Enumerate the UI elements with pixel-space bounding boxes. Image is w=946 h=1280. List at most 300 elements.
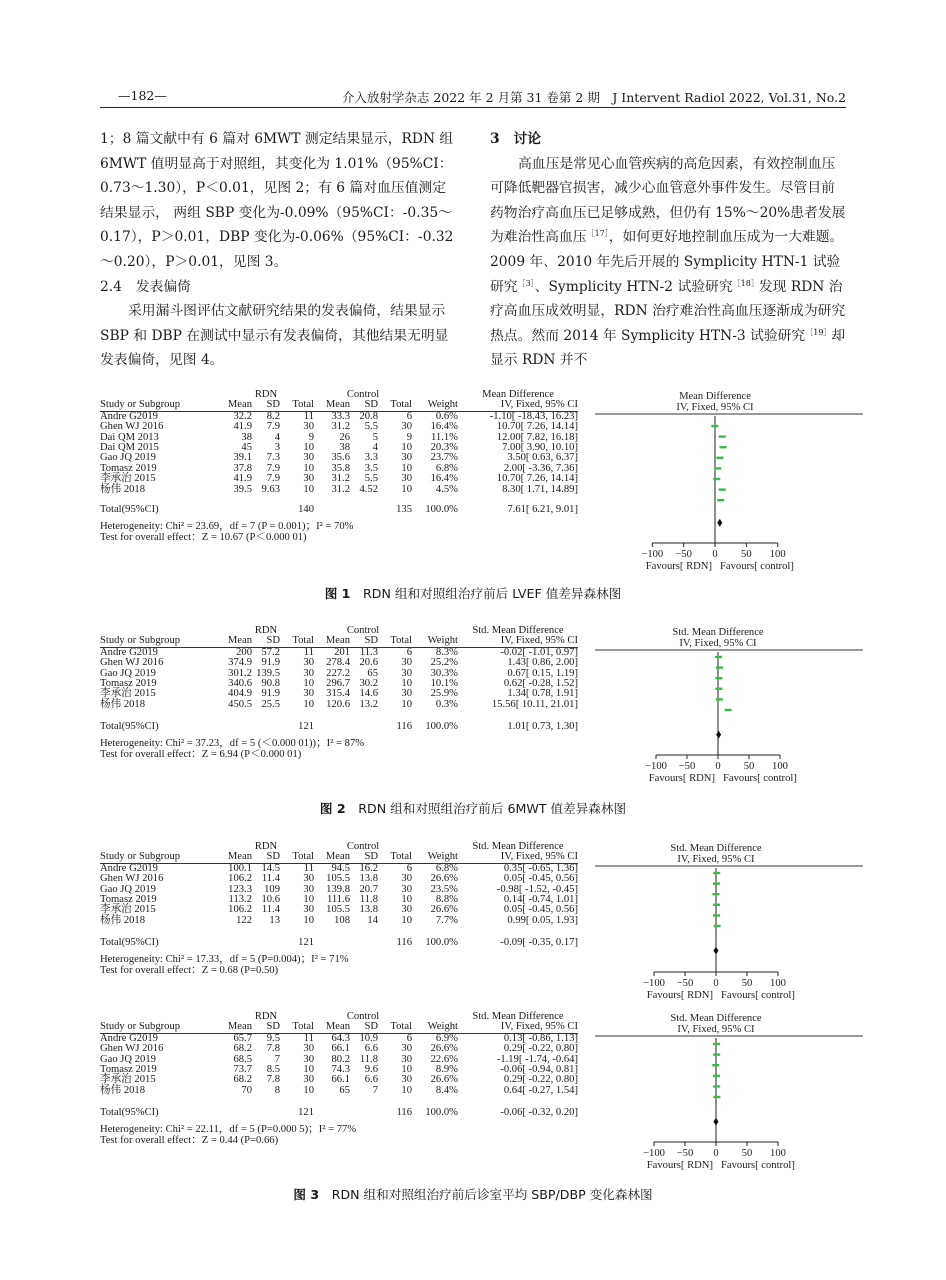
caption-number: 图 2 (319, 801, 346, 816)
text-run: 、Symplicity HTN-2 试验研究 (534, 278, 733, 295)
ci-header: IV, Fixed, 95% CI (458, 852, 578, 863)
forest-plot-svg (580, 626, 880, 791)
study-effect-marker (720, 446, 727, 448)
total-row (100, 938, 578, 948)
study-value: 39.5 (233, 483, 252, 495)
column-header-row (100, 636, 578, 647)
total-weight: 100.0% (425, 504, 458, 516)
study-value: 0.13[ -0.86, 1.13] (503, 1032, 578, 1044)
total-ci: -0.06[ -0.32, 0.20] (500, 1107, 578, 1119)
weight-header: Weight (412, 636, 458, 647)
study-effect-marker (716, 457, 723, 459)
x-tick-label: 100 (769, 549, 786, 560)
study-value: 41.9 (233, 421, 252, 433)
study-name: Gao JQ 2019 (100, 667, 156, 679)
study-value: 39.1 (233, 452, 252, 464)
effect-header: Std. Mean Difference (472, 625, 564, 636)
study-value: 4.52 (359, 483, 378, 495)
study-header: Study or Subgroup (100, 400, 218, 411)
study-value: 33.3 (331, 410, 350, 422)
study-value: 22.6% (430, 1053, 458, 1065)
study-effect-marker (715, 677, 722, 679)
rdn-sd-header: SD (252, 636, 280, 647)
study-value: 37.8 (233, 462, 252, 474)
study-name: Dai QM 2013 (100, 431, 159, 443)
citation-19: ［19］ (805, 327, 832, 337)
study-name: 杨伟 2018 (100, 483, 146, 495)
study-value: 10 (303, 894, 314, 906)
study-value: 23.7% (430, 452, 458, 464)
study-value: 30.3% (430, 667, 458, 679)
heterogeneity-note: Heterogeneity: Chi² = 22.11，df = 5 (P=0.000 5)；I² = 77% (100, 1123, 357, 1135)
study-value: 30 (401, 873, 412, 885)
rdn-sd-header: SD (252, 1022, 280, 1033)
study-value: 16.2 (359, 862, 378, 874)
study-effect-marker (713, 904, 720, 906)
caption-text: RDN 组和对照组治疗前后 6MWT 值差异森林图 (358, 801, 627, 816)
x-tick-label: −50 (676, 978, 694, 989)
x-tick-label: −100 (643, 1148, 665, 1159)
study-value: 30 (401, 1053, 412, 1065)
study-value: 7.3 (266, 452, 280, 464)
figure-2-caption (0, 798, 946, 817)
x-tick-label: 50 (741, 1148, 753, 1159)
text-run: 高血压是常见心血管疾病的高危因素，有效控制血压可降低靶器官损害，减少心血管意外事件发生。尽管目前药物治疗高血压已足够成熟，但仍有 15%～20%患者发展为难治性高血压 (490, 155, 846, 246)
study-value: 25.9% (430, 688, 458, 700)
study-value: 0.14[ -0.74, 1.01] (503, 894, 578, 906)
study-value: 30 (401, 883, 412, 895)
study-value: 10 (303, 483, 314, 495)
study-value: 3.5 (364, 462, 378, 474)
study-value: 30 (401, 421, 412, 433)
study-name: Ghen WJ 2016 (100, 1043, 164, 1055)
section-heading-2-4: 2.4 发表偏倚 (100, 278, 191, 295)
study-row (100, 916, 578, 926)
control-mean-header: Mean (314, 852, 350, 863)
study-value: 6.9% (435, 1032, 458, 1044)
study-value: 8.3% (435, 646, 458, 658)
study-value: 25.2% (430, 657, 458, 669)
effect-header: Std. Mean Difference (472, 1011, 564, 1022)
favours-rdn-label: Favours[ RDN] (648, 773, 715, 784)
control-total-header: Total (378, 400, 412, 411)
study-effect-marker (713, 914, 720, 916)
x-tick-label: −100 (643, 978, 665, 989)
study-effect-marker (713, 1085, 720, 1087)
citation-18: ［18］ (732, 278, 759, 288)
study-value: 26 (339, 431, 350, 443)
total-weight: 100.0% (425, 937, 458, 949)
total-label: Total(95%CI) (100, 937, 159, 949)
study-value: 0.29[ -0.22, 0.80] (503, 1074, 578, 1086)
study-value: 65.7 (233, 1032, 252, 1044)
study-value: 74.3 (331, 1064, 350, 1076)
study-value: 296.7 (326, 678, 350, 690)
study-value: 2.00[ -3.36, 7.36] (503, 462, 578, 474)
text-run: ，如何更好地控制血压成为一大难题。2009 年、2010 年先后开展的 Symplicity HTN-1 试验研究 (490, 229, 844, 295)
study-name: 李承治 2015 (100, 473, 156, 485)
study-value: 0.62[ -0.28, 1.52] (503, 678, 578, 690)
study-name: Andre G2019 (100, 862, 158, 874)
study-value: 109 (264, 883, 280, 895)
study-value: 6.8% (435, 462, 458, 474)
study-value: 10.70[ 7.26, 14.14] (496, 421, 578, 433)
page-number: —182— (118, 88, 167, 103)
total-ci: -0.09[ -0.35, 0.17] (500, 937, 578, 949)
left-column (100, 127, 455, 373)
study-value: 6 (406, 1032, 412, 1044)
favours-control-label: Favours[ control] (721, 990, 795, 1001)
x-tick-label: 100 (770, 1148, 786, 1159)
study-value: 10 (303, 914, 314, 926)
study-value: 20.3% (430, 442, 458, 454)
rdn-group-header: RDN (254, 389, 278, 400)
control-group-header: Control (346, 1011, 380, 1022)
total-row (100, 505, 578, 515)
study-effect-marker (713, 1096, 720, 1098)
study-value: 30 (303, 873, 314, 885)
study-value: -0.02[ -1.01, 0.97] (500, 646, 578, 658)
control-total: 116 (396, 937, 412, 949)
study-value: 315.4 (326, 688, 350, 700)
rdn-group-header: RDN (254, 841, 278, 852)
figure-3-caption (0, 1184, 946, 1203)
favours-control-label: Favours[ control] (720, 561, 794, 572)
study-value: 6.6 (364, 1043, 378, 1055)
total-label: Total(95%CI) (100, 721, 159, 733)
pooled-effect-diamond (717, 519, 722, 527)
rdn-total: 140 (298, 504, 314, 516)
study-value: 13.2 (359, 698, 378, 710)
study-value: 0.6% (435, 410, 458, 422)
study-value: 65 (339, 1084, 350, 1096)
right-column (490, 127, 846, 373)
favours-rdn-label: Favours[ RDN] (645, 561, 712, 572)
study-effect-marker (713, 1053, 720, 1055)
study-value: 30 (303, 667, 314, 679)
plot-effect-header: Std. Mean Difference (672, 627, 764, 638)
study-effect-marker (712, 1064, 719, 1066)
study-value: 30 (303, 421, 314, 433)
study-name: Ghen WJ 2016 (100, 657, 164, 669)
study-value: 106.2 (228, 873, 252, 885)
rdn-group-header: RDN (254, 625, 278, 636)
study-value: 16.4% (430, 473, 458, 485)
study-value: 6 (406, 410, 412, 422)
study-effect-marker (717, 499, 724, 501)
study-value: 139.8 (326, 883, 350, 895)
weight-header: Weight (412, 400, 458, 411)
study-value: 30 (401, 667, 412, 679)
study-value: 30 (303, 1074, 314, 1086)
study-value: 11.8 (359, 1053, 378, 1065)
control-total-header: Total (378, 636, 412, 647)
study-value: 30 (303, 657, 314, 669)
study-value: 8.5 (266, 1064, 280, 1076)
study-value: 0.99[ 0.05, 1.93] (507, 914, 578, 926)
x-tick-label: −50 (676, 1148, 694, 1159)
total-weight: 100.0% (425, 1107, 458, 1119)
study-value: 10 (401, 1084, 412, 1096)
study-effect-marker (713, 872, 720, 874)
study-value: 10 (303, 462, 314, 474)
total-label: Total(95%CI) (100, 504, 159, 516)
study-effect-marker (716, 698, 723, 700)
study-value: 30 (401, 657, 412, 669)
study-value: 113.2 (228, 894, 252, 906)
control-total-header: Total (378, 1022, 412, 1033)
study-name: 李承治 2015 (100, 688, 156, 700)
rdn-total: 121 (298, 1107, 314, 1119)
study-value: -0.98[ -1.52, -0.45] (496, 883, 578, 895)
caption-number: 图 3 (293, 1187, 320, 1202)
study-value: 7.9 (266, 462, 280, 474)
study-value: 68.2 (233, 1043, 252, 1055)
x-tick-label: 0 (713, 1148, 719, 1159)
study-name: 杨伟 2018 (100, 914, 146, 926)
study-value: 5.5 (364, 473, 378, 485)
paragraph-results: 1；8 篇文献中有 6 篇对 6MWT 测定结果显示，RDN 组 6MWT 值明显高于对照组，其变化为 1.01%（95%CI：0.73～1.30），P＜0.01，见图 2；有 6 篇对血压值测定结果显示， 两组 SBP 变化为-0.09%（95%CI：-0.35～0.17），P＞0.01，DBP 变化为-0.06%（95%CI：-0.32～0.20），P＞0.01，见图 3。 (100, 131, 454, 270)
study-value: 1.34[ 0.78, 1.91] (507, 688, 578, 700)
study-value: 9 (406, 431, 412, 443)
control-total: 116 (396, 721, 412, 733)
plot-effect-header: Mean Difference (679, 391, 751, 402)
rdn-total-header: Total (280, 852, 314, 863)
study-value: 8.2 (266, 410, 280, 422)
journal-header: 介入放射学杂志 2022 年 2 月第 31 卷第 2 期 J Intervent Radiol 2022, Vol.31, No.2 (341, 90, 846, 105)
study-value: 7.00[ 3.90, 10.10] (502, 442, 578, 454)
study-name: Dai QM 2015 (100, 442, 159, 454)
x-tick-label: −50 (678, 761, 696, 772)
study-value: 3 (274, 442, 280, 454)
study-value: 0.64[ -0.27, 1.54] (503, 1084, 578, 1096)
study-name: Ghen WJ 2016 (100, 873, 164, 885)
study-value: 26.6% (430, 904, 458, 916)
study-value: 374.9 (228, 657, 252, 669)
study-value: 6 (406, 862, 412, 874)
study-value: 10 (401, 462, 412, 474)
overall-effect-note: Test for overall effect：Z = 6.94 (P＜0.000 01) (100, 748, 302, 760)
study-value: 13.8 (359, 873, 378, 885)
study-value: 10 (303, 442, 314, 454)
study-value: 30 (303, 473, 314, 485)
study-value: 11.8 (359, 894, 378, 906)
study-effect-marker (713, 882, 720, 884)
rdn-sd-header: SD (252, 852, 280, 863)
plot-method-header: IV, Fixed, 95% CI (679, 638, 757, 649)
ci-header: IV, Fixed, 95% CI (458, 1022, 578, 1033)
study-value: 0.29[ -0.22, 0.80] (503, 1043, 578, 1055)
study-effect-marker (719, 488, 726, 490)
total-row (100, 1108, 578, 1118)
weight-header: Weight (412, 852, 458, 863)
effect-header: Std. Mean Difference (472, 841, 564, 852)
control-group-header: Control (346, 625, 380, 636)
study-effect-marker (714, 925, 721, 927)
study-value: 10 (401, 678, 412, 690)
study-value: 9.6 (364, 1064, 378, 1076)
column-header-row (100, 1022, 578, 1033)
study-value: 31.2 (331, 483, 350, 495)
study-value: 68.5 (233, 1053, 252, 1065)
study-value: 10 (401, 442, 412, 454)
control-mean-header: Mean (314, 636, 350, 647)
overall-effect-note: Test for overall effect：Z = 10.67 (P＜0.000 01) (100, 531, 307, 543)
study-value: 10 (303, 1084, 314, 1096)
study-value: 20.7 (359, 883, 378, 895)
study-value: 8.8% (435, 894, 458, 906)
heterogeneity-note: Heterogeneity: Chi² = 37.23，df = 5 (＜0.000 01))；I² = 87% (100, 737, 365, 749)
ci-header: IV, Fixed, 95% CI (458, 636, 578, 647)
study-value: 73.7 (233, 1064, 252, 1076)
study-value: 23.5% (430, 883, 458, 895)
study-value: 30.2 (359, 678, 378, 690)
x-tick-label: 50 (743, 761, 755, 772)
study-value: 30 (303, 452, 314, 464)
study-header: Study or Subgroup (100, 1022, 218, 1033)
x-tick-label: −50 (675, 549, 692, 560)
study-value: 14.6 (359, 688, 378, 700)
control-group-header: Control (346, 389, 380, 400)
study-value: 11.1% (431, 431, 458, 443)
control-sd-header: SD (350, 636, 378, 647)
study-effect-marker (715, 688, 722, 690)
section-heading-3: 3 讨论 (490, 131, 541, 147)
study-value: 139.5 (256, 667, 280, 679)
column-header-row (100, 852, 578, 863)
study-value: 100.1 (228, 862, 252, 874)
study-value: 200 (236, 646, 252, 658)
study-effect-marker (714, 467, 721, 469)
study-value: 120.6 (326, 698, 350, 710)
study-value: 6.8% (435, 862, 458, 874)
study-value: 0.67[ 0.15, 1.19] (507, 667, 578, 679)
study-name: 杨伟 2018 (100, 1084, 146, 1096)
study-row (100, 485, 578, 495)
overall-effect-note: Test for overall effect：Z = 0.68 (P=0.50) (100, 964, 279, 976)
study-value: 30 (303, 1053, 314, 1065)
text-run: 却显示 RDN 并不 (490, 327, 846, 369)
total-row (100, 722, 578, 732)
study-value: 30 (303, 688, 314, 700)
study-value: 30 (303, 1043, 314, 1055)
favours-control-label: Favours[ control] (721, 1160, 795, 1171)
total-ci: 1.01[ 0.73, 1.30] (507, 721, 578, 733)
study-value: 4 (274, 431, 280, 443)
study-name: Tomasz 2019 (100, 462, 157, 474)
x-tick-label: 50 (741, 978, 753, 989)
study-value: 12.00[ 7.82, 16.18] (496, 431, 578, 443)
study-value: 35.6 (331, 452, 350, 464)
paragraph-publication-bias: 采用漏斗图评估文献研究结果的发表偏倚，结果显示 SBP 和 DBP 在测试中显示有发表偏倚，其他结果无明显发表偏倚，见图 4。 (100, 303, 449, 369)
ci-header: IV, Fixed, 95% CI (458, 400, 578, 411)
study-value: 14 (367, 914, 378, 926)
study-value: 26.6% (430, 873, 458, 885)
rdn-total-header: Total (280, 636, 314, 647)
study-name: Tomasz 2019 (100, 894, 157, 906)
study-value: 3.3 (364, 452, 378, 464)
rdn-total-header: Total (280, 1022, 314, 1033)
study-name: Andre G2019 (100, 646, 158, 658)
study-name: Andre G2019 (100, 410, 158, 422)
study-value: 106.2 (228, 904, 252, 916)
x-tick-label: −100 (645, 761, 667, 772)
study-value: 30 (401, 688, 412, 700)
study-value: 11 (303, 1032, 314, 1044)
forest-plot-svg (580, 1012, 880, 1178)
study-value: 11 (303, 646, 314, 658)
study-value: 0.3% (435, 698, 458, 710)
study-value: -1.19[ -1.74, -0.64] (496, 1053, 578, 1065)
study-value: 68.2 (233, 1074, 252, 1086)
weight-header: Weight (412, 1022, 458, 1033)
study-value: 30 (401, 473, 412, 485)
study-value: 32.2 (233, 410, 252, 422)
study-value: 7.9 (266, 473, 280, 485)
forest-plot-svg (580, 842, 880, 1008)
study-value: 111.6 (326, 894, 350, 906)
header-rule (100, 107, 846, 108)
study-value: 8.30[ 1.71, 14.89] (502, 483, 578, 495)
study-value: 5.5 (364, 421, 378, 433)
forest-table (100, 842, 578, 949)
control-sd-header: SD (350, 852, 378, 863)
study-value: 66.1 (331, 1043, 350, 1055)
x-tick-label: 100 (772, 761, 788, 772)
study-value: 64.3 (331, 1032, 350, 1044)
study-value: 7.8 (266, 1074, 280, 1086)
study-value: 7 (274, 1053, 280, 1065)
study-value: 90.8 (261, 678, 280, 690)
study-value: 14.5 (261, 862, 280, 874)
study-header: Study or Subgroup (100, 636, 218, 647)
control-total-header: Total (378, 852, 412, 863)
study-value: 20.6 (359, 657, 378, 669)
study-value: 38 (339, 442, 350, 454)
total-ci: 7.61[ 6.21, 9.01] (507, 504, 578, 516)
study-value: 13.8 (359, 904, 378, 916)
rdn-mean-header: Mean (218, 636, 252, 647)
study-value: 41.9 (233, 473, 252, 485)
overall-effect-note: Test for overall effect：Z = 0.44 (P=0.66) (100, 1134, 279, 1146)
pooled-effect-diamond (713, 947, 718, 955)
study-value: 10.1% (430, 678, 458, 690)
forest-table (100, 390, 578, 515)
study-value: 30 (401, 1074, 412, 1086)
rdn-total: 121 (298, 721, 314, 733)
caption-text: RDN 组和对照组治疗前后诊室平均 SBP/DBP 变化森林图 (331, 1187, 653, 1202)
study-value: 10 (303, 678, 314, 690)
study-value: 10 (303, 698, 314, 710)
study-value: 201 (334, 646, 350, 658)
total-weight: 100.0% (425, 721, 458, 733)
study-name: Gao JQ 2019 (100, 1053, 156, 1065)
study-value: 30 (303, 904, 314, 916)
study-name: Ghen WJ 2016 (100, 421, 164, 433)
caption-text: RDN 组和对照组治疗前后 LVEF 值差异森林图 (363, 586, 622, 601)
plot-effect-header: Std. Mean Difference (670, 1013, 762, 1024)
heterogeneity-note: Heterogeneity: Chi² = 23.69，df = 7 (P = 0.001)；I² = 70% (100, 520, 354, 532)
study-value: 4 (372, 442, 378, 454)
control-sd-header: SD (350, 400, 378, 411)
study-value: 1.43[ 0.86, 2.00] (507, 657, 578, 669)
study-value: 11.4 (261, 873, 280, 885)
rdn-mean-header: Mean (218, 1022, 252, 1033)
study-value: 91.9 (261, 688, 280, 700)
study-value: 38 (241, 431, 252, 443)
control-sd-header: SD (350, 1022, 378, 1033)
study-value: 105.5 (326, 904, 350, 916)
